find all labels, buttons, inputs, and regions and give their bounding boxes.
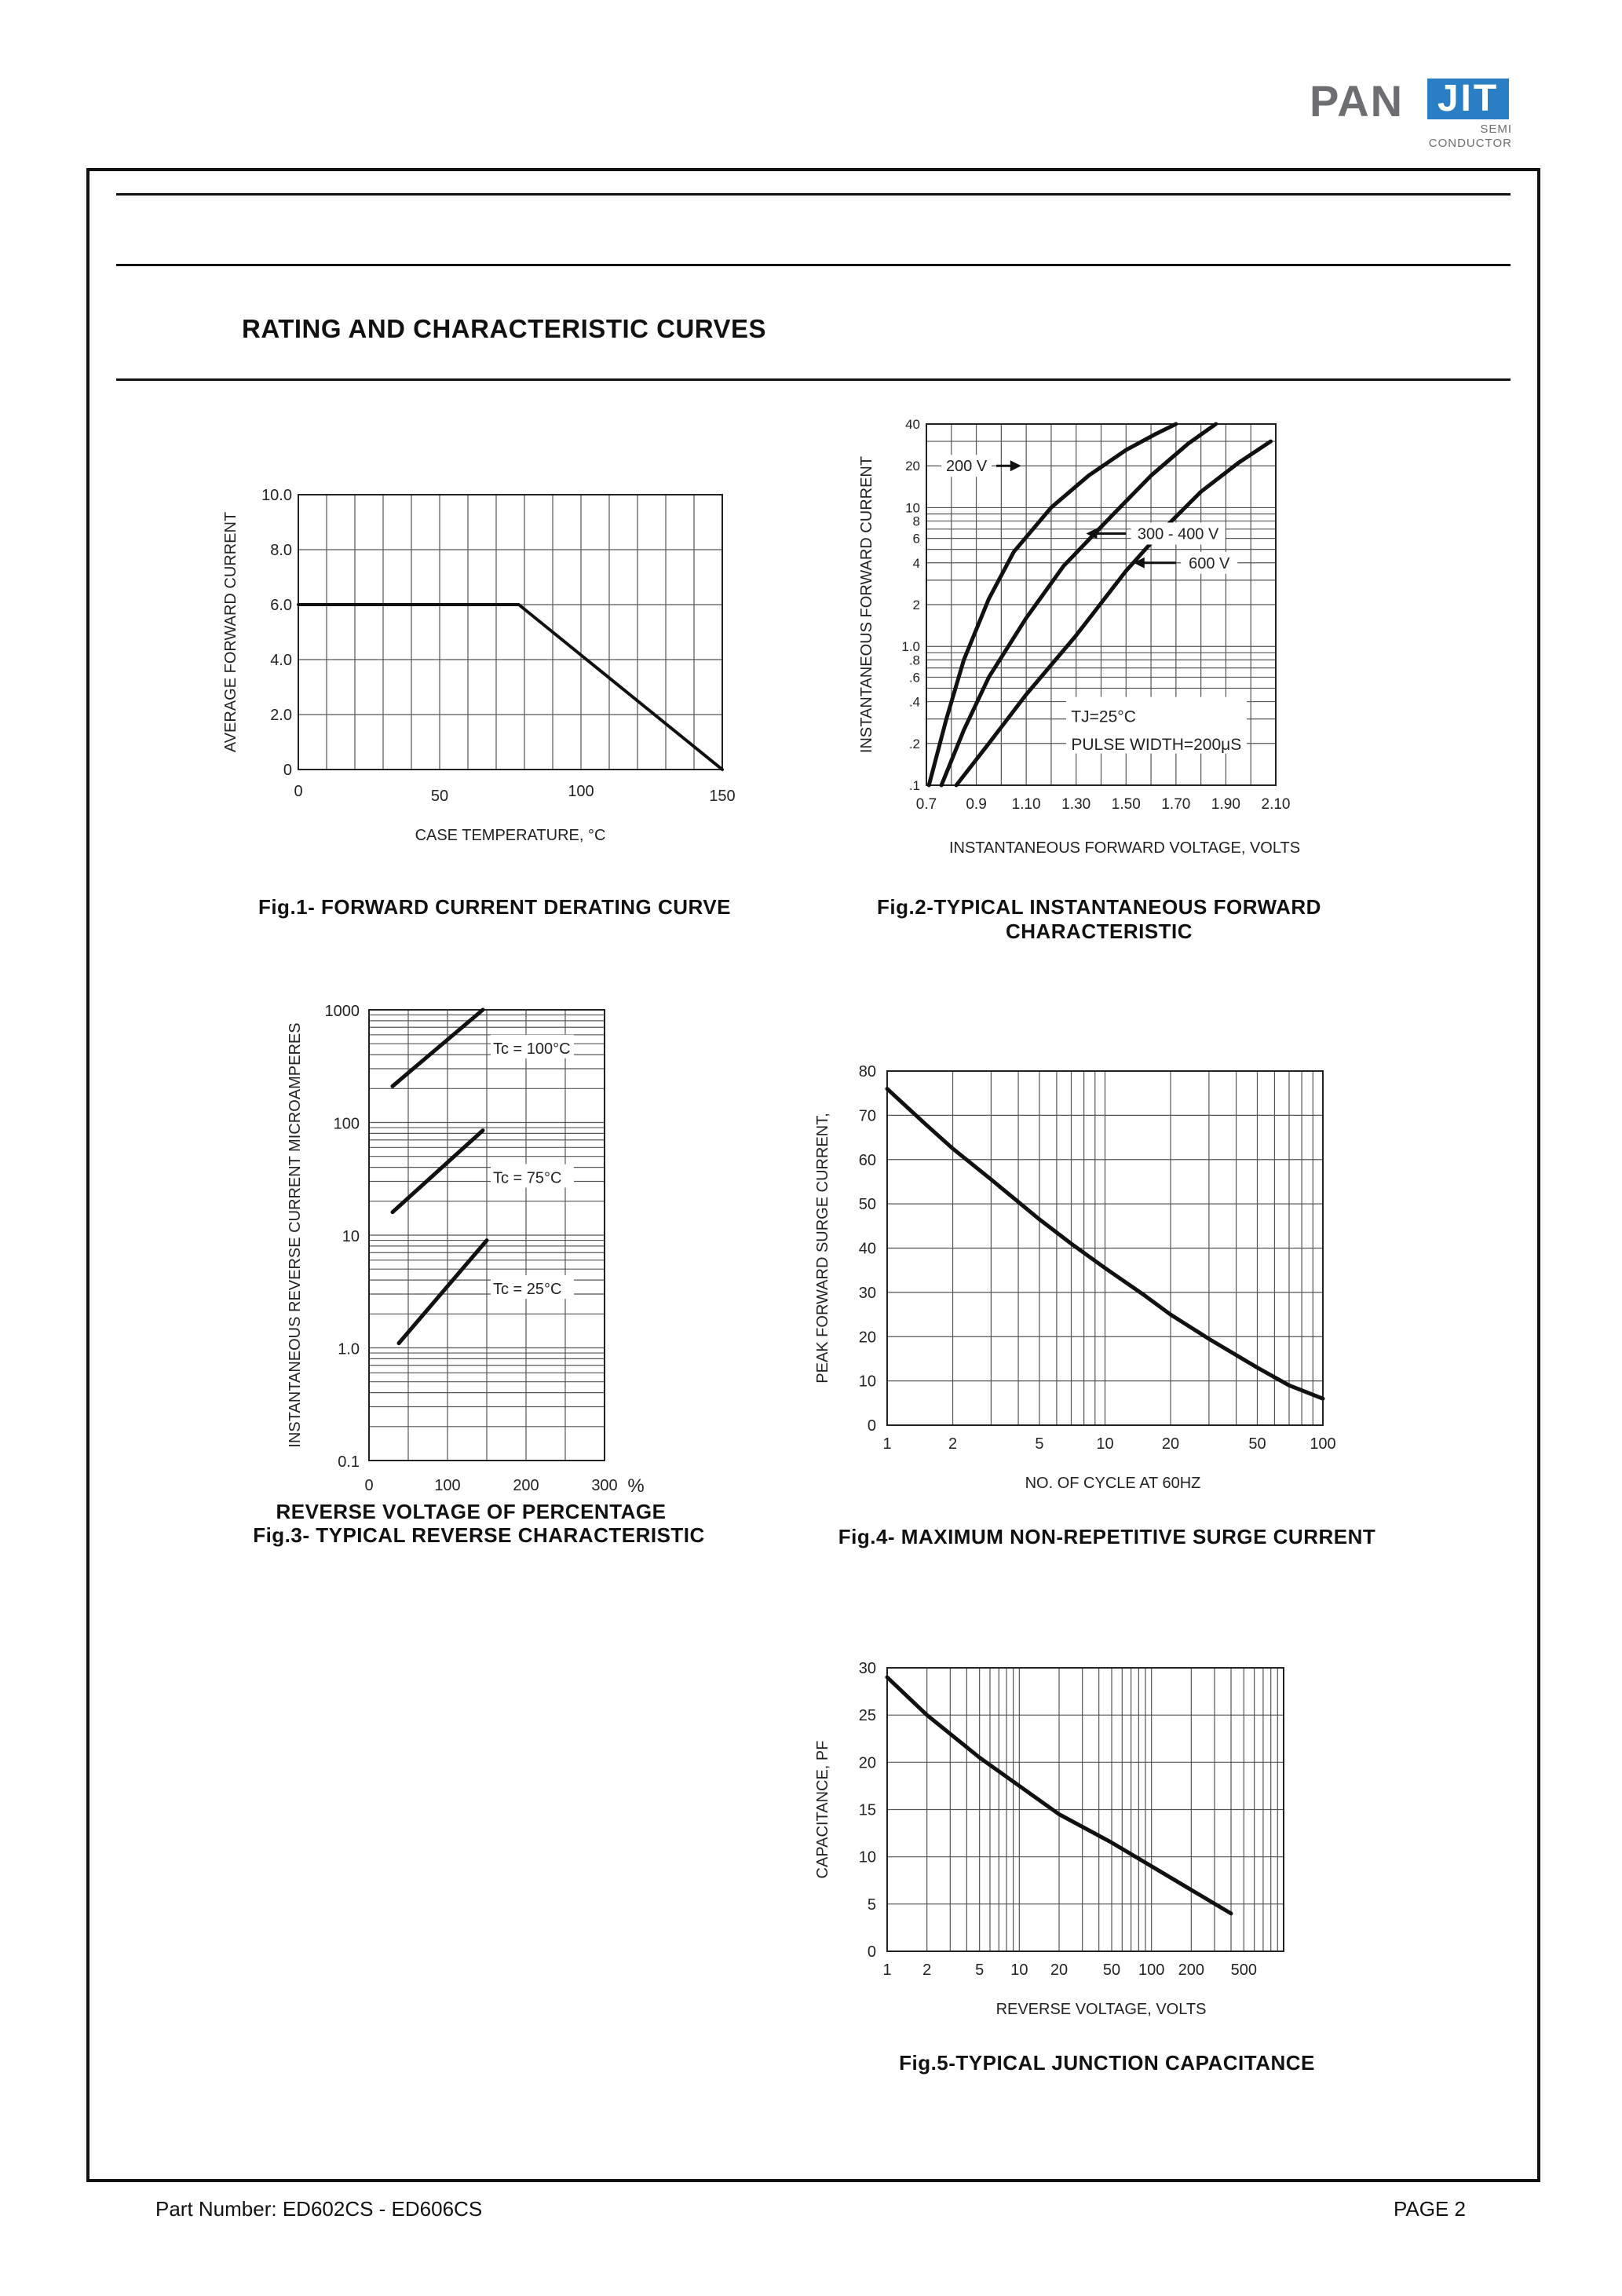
fig2-y-tick: .1: [908, 778, 920, 793]
fig3-y-tick: 100: [333, 1115, 360, 1133]
fig4-y-axis-label: PEAK FORWARD SURGE CURRENT,: [814, 1113, 831, 1384]
logo-sub-semi: SEMI: [1480, 122, 1512, 136]
fig1-x-tick: 50: [430, 788, 449, 805]
logo-sub-conductor: CONDUCTOR: [1428, 137, 1512, 150]
fig2-x-tick: 1.10: [1011, 796, 1041, 813]
fig1-caption: Fig.1- FORWARD CURRENT DERATING CURVE: [258, 895, 732, 919]
fig2-arrowhead-200v: [1010, 460, 1021, 471]
rule-title: [116, 378, 1511, 381]
fig2-y-tick: .2: [908, 736, 920, 751]
fig3-caption-1: REVERSE VOLTAGE OF PERCENTAGE: [276, 1500, 667, 1523]
fig2-y-tick: 8: [912, 514, 920, 529]
fig5-y-tick: 0: [867, 1943, 876, 1961]
fig3-y-tick: 10: [342, 1228, 360, 1245]
fig2-chart: [848, 400, 1335, 879]
fig2-y-tick: 6: [912, 531, 920, 547]
fig2-x-tick: 1.50: [1111, 796, 1141, 813]
fig4-x-tick: 10: [1096, 1435, 1114, 1453]
fig1-y-tick: 4.0: [270, 652, 292, 669]
fig3-series-2: [399, 1241, 487, 1344]
fig2-x-tick: 1.90: [1211, 796, 1240, 813]
fig5-x-tick: 200: [1178, 1961, 1205, 1979]
fig4-y-tick: 10: [858, 1373, 876, 1391]
fig5-x-tick: 50: [1102, 1961, 1121, 1979]
fig2-x-tick: 0.9: [966, 796, 987, 813]
fig1-series-line: [298, 605, 722, 770]
fig2-y-axis-label: INSTANTANEOUS FORWARD CURRENT: [858, 455, 875, 754]
footer-page: PAGE 2: [1394, 2197, 1467, 2221]
fig5-x-tick: 20: [1050, 1961, 1069, 1979]
fig1-x-tick: 100: [568, 783, 594, 800]
fig4-y-tick: 0: [867, 1417, 876, 1435]
fig5-y-tick: 5: [867, 1896, 876, 1914]
fig3-caption-2: Fig.3- TYPICAL REVERSE CHARACTERISTIC: [253, 1523, 705, 1547]
fig2-label-200v: 200 V: [945, 458, 988, 476]
fig2-x-tick: 2.10: [1261, 796, 1291, 813]
fig4-caption: Fig.4- MAXIMUM NON-REPETITIVE SURGE CURRENT: [838, 1525, 1376, 1548]
fig4-x-tick: 5: [1035, 1435, 1044, 1453]
fig2-y-tick: .8: [908, 653, 920, 668]
fig4-x-tick: 100: [1310, 1435, 1336, 1453]
logo-box: JIT: [1427, 79, 1509, 119]
fig2-y-tick: 20: [905, 459, 920, 474]
fig5-x-tick: 1: [882, 1961, 892, 1979]
fig2-x-axis-label: INSTANTANEOUS FORWARD VOLTAGE, VOLTS: [948, 839, 1301, 857]
fig2-y-tick: 40: [905, 417, 920, 432]
fig5-y-tick: 25: [858, 1707, 876, 1725]
fig4-x-tick: 1: [882, 1435, 892, 1453]
fig4-y-tick: 20: [858, 1329, 876, 1347]
fig1-x-axis-label: CASE TEMPERATURE, °C: [415, 827, 606, 844]
fig2-y-tick: 4: [912, 555, 920, 571]
fig2-y-tick: .6: [908, 670, 920, 686]
fig1-x-tick: 150: [709, 788, 736, 805]
fig5-x-tick: 2: [922, 1961, 932, 1979]
fig5-x-tick: 100: [1138, 1961, 1165, 1979]
fig4-y-tick: 50: [858, 1196, 876, 1214]
fig5-y-tick: 15: [858, 1801, 876, 1819]
fig2-x-tick: 1.70: [1161, 796, 1191, 813]
fig3-y-tick: 1.0: [338, 1340, 360, 1358]
fig2-x-tick: 0.7: [915, 796, 937, 813]
fig1-y-tick: 6.0: [270, 597, 292, 614]
fig3-x-tick: 0: [364, 1477, 374, 1494]
fig5-y-tick: 20: [858, 1754, 876, 1772]
fig1-y-tick: 2.0: [270, 707, 292, 724]
fig3-x-unit: %: [627, 1475, 645, 1497]
fig2-y-tick: 1.0: [901, 639, 920, 655]
fig1-y-tick: 0: [283, 762, 292, 779]
fig5-x-axis-label: REVERSE VOLTAGE, VOLTS: [995, 2001, 1207, 2018]
fig4-chart: [801, 1052, 1366, 1508]
fig2-caption: [824, 895, 1374, 944]
fig2-note-pulse: PULSE WIDTH=200μS: [1071, 735, 1242, 754]
fig3-y-axis-label: INSTANTANEOUS REVERSE CURRENT MICROAMPERES: [287, 1022, 304, 1448]
fig5-chart: [801, 1649, 1335, 2034]
logo-word: PAN: [1310, 76, 1405, 126]
footer-part-number: Part Number: ED602CS - ED606CS: [155, 2197, 483, 2221]
fig5-y-tick: 10: [858, 1848, 876, 1866]
fig5-x-tick: 10: [1010, 1961, 1028, 1979]
fig3-label-0: Tc = 100°C: [493, 1040, 571, 1058]
fig5-y-axis-label: CAPACITANCE, PF: [814, 1740, 831, 1879]
fig4-y-tick: 60: [858, 1151, 876, 1169]
fig3-label-2: Tc = 25°C: [493, 1281, 562, 1299]
fig4-y-tick: 70: [858, 1107, 876, 1125]
section-title: RATING AND CHARACTERISTIC CURVES: [242, 314, 767, 343]
fig5-y-tick: 30: [858, 1660, 876, 1677]
fig5-x-tick: 5: [975, 1961, 985, 1979]
fig3-label-1: Tc = 75°C: [493, 1169, 562, 1187]
fig4-x-tick: 2: [948, 1435, 958, 1453]
fig3-chart: [275, 966, 683, 1500]
fig2-x-tick: 1.30: [1061, 796, 1091, 813]
fig1-y-tick: 10.0: [261, 487, 292, 504]
fig3-y-tick: 0.1: [338, 1453, 360, 1471]
fig3-series-1: [393, 1131, 483, 1212]
fig1-chart: [220, 471, 769, 879]
fig4-x-axis-label: NO. OF CYCLE AT 60HZ: [1025, 1475, 1201, 1492]
fig1-y-tick: 8.0: [270, 542, 292, 559]
fig2-note-tj: TJ=25°C: [1071, 707, 1136, 726]
fig3-y-tick: 1000: [324, 1003, 360, 1020]
fig5-caption: Fig.5-TYPICAL JUNCTION CAPACITANCE: [899, 2051, 1315, 2075]
rule-second: [116, 264, 1511, 266]
fig1-x-tick: 0: [294, 783, 303, 800]
fig2-y-tick: .4: [908, 694, 920, 710]
fig3-x-tick: 100: [434, 1477, 461, 1494]
fig2-caption-text: Fig.2-TYPICAL INSTANTANEOUS FORWARD CHARACTERISTIC: [877, 895, 1321, 943]
fig2-label-600v: 600 V: [1189, 554, 1230, 572]
fig3-series-0: [393, 1010, 483, 1086]
fig4-y-tick: 30: [858, 1284, 876, 1302]
fig2-y-tick: 10: [905, 500, 920, 516]
fig4-y-tick: 80: [858, 1063, 876, 1080]
fig4-x-tick: 50: [1248, 1435, 1266, 1453]
fig4-y-tick: 40: [858, 1240, 876, 1258]
fig3-x-tick: 300: [591, 1477, 618, 1494]
fig2-label-300-400v: 300 - 400 V: [1137, 525, 1219, 543]
fig4-x-tick: 20: [1161, 1435, 1180, 1453]
fig2-y-tick: 2: [912, 598, 920, 612]
rule-top: [116, 193, 1511, 196]
panjit-logo: [1310, 72, 1522, 154]
fig1-y-axis-label: AVERAGE FORWARD CURRENT: [222, 511, 239, 753]
fig3-x-tick: 200: [513, 1477, 539, 1494]
fig1-plot-frame: [298, 495, 722, 770]
fig5-x-tick: 500: [1230, 1961, 1258, 1979]
